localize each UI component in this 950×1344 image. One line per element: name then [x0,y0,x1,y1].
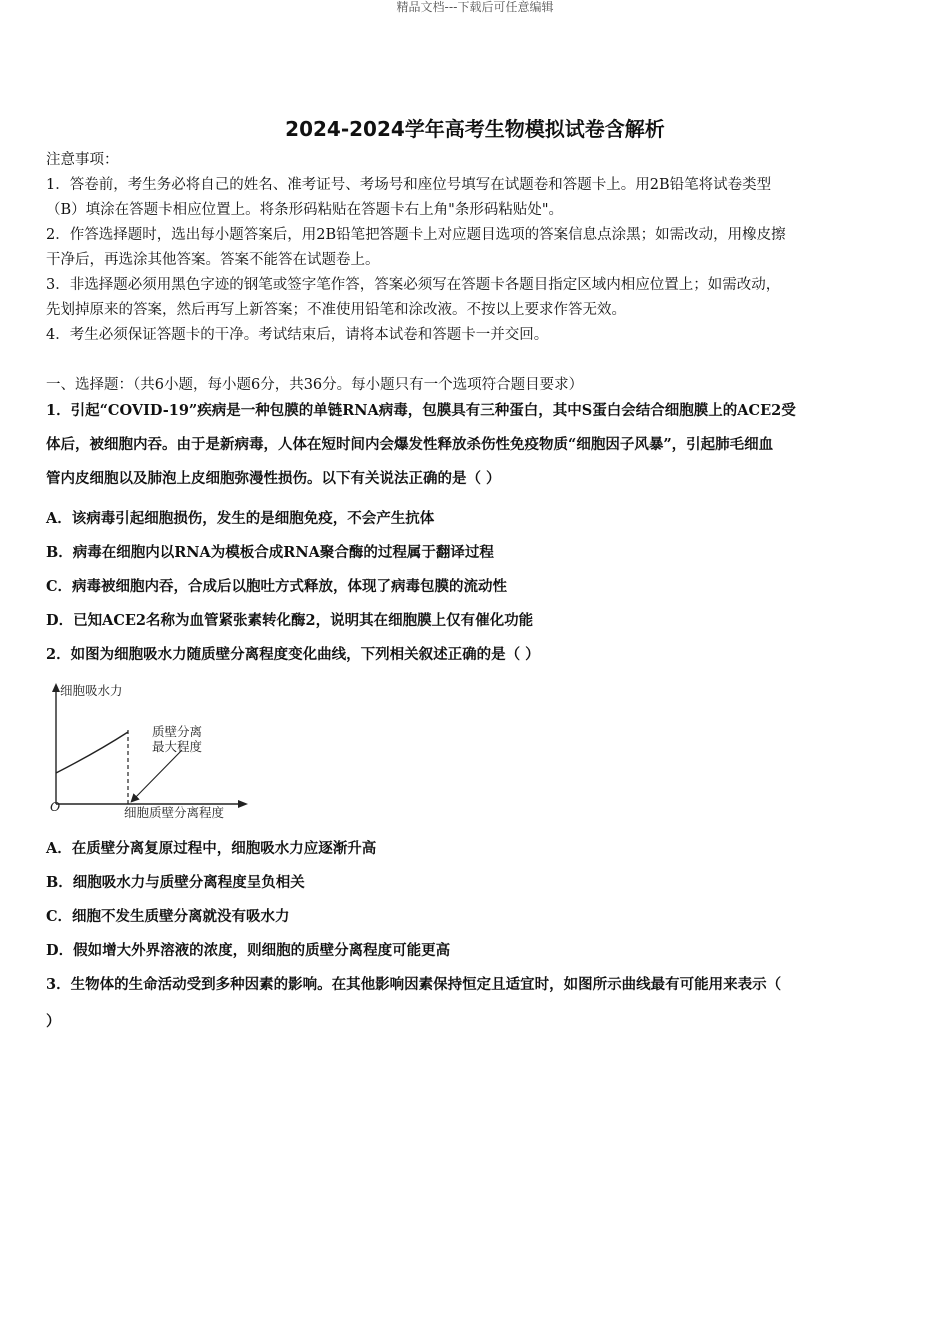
q2-option-d: D．假如增大外界溶液的浓度，则细胞的质壁分离程度可能更高 [46,942,451,959]
q2-option-a: A．在质壁分离复原过程中，细胞吸水力应逐渐升高 [46,840,377,857]
q1-option-d: D．已知ACE2名称为血管紧张素转化酶2，说明其在细胞膜上仅有催化功能 [46,612,534,629]
q1-option-a: A．该病毒引起细胞损伤，发生的是细胞免疫，不会产生抗体 [46,510,435,527]
question-3-stem-line2: ） [46,1013,61,1030]
annotation-label-line1: 质壁分离 [152,724,203,739]
q1-option-b: B．病毒在细胞内以RNA为模板合成RNA聚合酶的过程属于翻译过程 [46,544,494,561]
notice-heading: 注意事项： [46,152,119,168]
question-line: 管内皮细胞以及肺泡上皮细胞弥漫性损伤。以下有关说法正确的是（ ） [46,470,501,487]
notice-line: 干净后，再选涂其他答案。答案不能答在试题卷上。 [46,252,380,268]
y-axis-arrow-icon [52,683,60,692]
notice-line: 2．作答选择题时，选出每小题答案后，用2B铅笔把答题卡上对应题目选项的答案信息点涂黑；如需改动，用橡皮擦 [46,227,786,243]
origin-label: O [50,799,61,814]
question-2-stem: 2．如图为细胞吸水力随质壁分离程度变化曲线，下列相关叙述正确的是（ ） [46,646,540,663]
y-axis-label: 细胞吸水力 [60,683,123,698]
q2-figure [42,680,262,825]
section-heading: 一、选择题：（共6小题，每小题6分，共36分。每小题只有一个选项符合题目要求） [46,377,584,393]
x-axis-arrow-icon [238,800,248,808]
notice-line: （B）填涂在答题卡相应位置上。将条形码粘贴在答题卡右上角"条形码粘贴处"。 [46,202,563,218]
q2-option-b: B．细胞吸水力与质壁分离程度呈负相关 [46,874,305,891]
notice-line: 先划掉原来的答案，然后再写上新答案；不准使用铅笔和涂改液。不按以上要求作答无效。 [46,302,626,318]
question-line: 体后，被细胞内吞。由于是新病毒，人体在短时间内会爆发性释放杀伤性免疫物质“细胞因子风暴”，引起肺毛细血 [46,436,774,453]
q2-figure-graph [42,680,262,825]
header-watermark-note: 精品文档---下载后可任意编辑 [396,0,554,14]
question-1-stem [46,394,908,496]
annotation-arrow [132,750,182,801]
x-axis-label: 细胞质壁分离程度 [124,805,225,820]
q1-option-c: C．病毒被细胞内吞，合成后以胞吐方式释放，体现了病毒包膜的流动性 [46,578,508,595]
notice-line: 1．答卷前，考生务必将自己的姓名、准考证号、考场号和座位号填写在试题卷和答题卡上。用2B铅笔将试卷类型 [46,177,772,193]
curve-line [56,732,128,773]
notice-line: 3．非选择题必须用黑色字迹的钢笔或签字笔作答，答案必须写在答题卡各题目指定区域内相应位置上；如需改动， [46,277,781,293]
notice-section [46,148,906,348]
page-title: 2024-2024学年高考生物模拟试卷含解析 [285,117,665,141]
notice-line: 4．考生必须保证答题卡的干净。考试结束后，请将本试卷和答题卡一并交回。 [46,327,549,343]
question-line: 1．引起“COVID-19”疾病是一种包膜的单链RNA病毒，包膜具有三种蛋白，其中S蛋白会结合细胞膜上的ACE2受 [46,402,796,419]
q2-option-c: C．细胞不发生质壁分离就没有吸水力 [46,908,290,925]
annotation-label-line2: 最大程度 [152,739,203,754]
question-3-stem-line1: 3．生物体的生命活动受到多种因素的影响。在其他影响因素保持恒定且适宜时，如图所示曲线最有可能用来表示（ [46,976,782,993]
